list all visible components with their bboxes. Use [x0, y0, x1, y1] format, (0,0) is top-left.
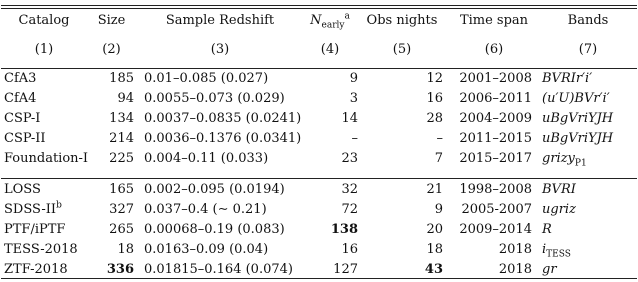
cell-catalog: CSP-I: [4, 111, 41, 126]
table-row: [0, 129, 638, 149]
cell-redshift: 0.002–0.095 (0.0194): [144, 182, 285, 197]
cell-time-span: 2001–2008: [459, 71, 532, 86]
catalog-footnote: b: [56, 200, 62, 211]
cell-obs-nights: 7: [434, 151, 443, 166]
cell-nearly: 23: [341, 151, 358, 166]
cell-redshift: 0.0163–0.09 (0.04): [144, 242, 269, 257]
cell-time-span: 2018: [498, 262, 532, 277]
cell-size: 94: [117, 91, 134, 106]
cell-obs-nights: 16: [426, 91, 443, 106]
table-row: [0, 149, 638, 169]
table-row: [0, 260, 638, 280]
colnum-4: (4): [320, 42, 340, 57]
bands-subscript: P1: [574, 158, 587, 169]
cell-bands: ugriz: [542, 202, 576, 217]
cell-time-span: 1998–2008: [459, 182, 532, 197]
cell-time-span: 2005-2007: [461, 202, 532, 217]
cell-bands: uBgVriYJH: [542, 111, 614, 126]
cell-bands: BVRI: [542, 182, 576, 197]
column-number-row: [0, 40, 638, 60]
cell-size: 165: [109, 182, 134, 197]
cell-catalog: ZTF-2018: [4, 262, 68, 277]
cell-nearly: 127: [333, 262, 358, 277]
cell-obs-nights: 20: [426, 222, 443, 237]
colnum-5: (5): [392, 42, 412, 57]
cell-bands: gr: [542, 262, 557, 277]
header-row: [0, 11, 638, 31]
table-row: [0, 240, 638, 260]
cell-nearly: 32: [341, 182, 358, 197]
header-size: Size: [97, 13, 126, 28]
cell-time-span: 2009–2014: [459, 222, 532, 237]
header-nearly-sub: early: [321, 20, 345, 31]
cell-redshift: 0.01–0.085 (0.027): [144, 71, 269, 86]
group-separator-rule: [1, 178, 637, 179]
header-catalog: Catalog: [18, 13, 70, 28]
table-row: [0, 109, 638, 129]
cell-size: 185: [109, 71, 134, 86]
cell-catalog: CSP-II: [4, 131, 46, 146]
cell-obs-nights: –: [436, 131, 443, 146]
cell-redshift: 0.004–0.11 (0.033): [144, 151, 269, 166]
cell-bands: BVRIr′i′: [542, 71, 593, 86]
cell-obs-nights: 21: [426, 182, 443, 197]
cell-catalog: PTF/iPTF: [4, 222, 66, 237]
header-time-span: Time span: [459, 13, 529, 28]
table-row: [0, 89, 638, 109]
top-rule-double: [1, 8, 637, 9]
header-redshift: Sample Redshift: [165, 13, 275, 28]
cell-catalog: CfA3: [4, 71, 37, 86]
colnum-3: (3): [210, 42, 230, 57]
cell-bands: $i_{TESS}$: [542, 242, 571, 260]
table-row: [0, 180, 638, 200]
header-nearly: [300, 11, 360, 31]
cell-time-span: 2006–2011: [459, 91, 532, 106]
header-nearly-symbol: N: [310, 13, 322, 28]
cell-time-span: 2004–2009: [459, 111, 532, 126]
cell-redshift: 0.037–0.4 (∼ 0.21): [144, 202, 267, 217]
bands-subscript: TESS: [546, 249, 571, 260]
cell-catalog: CfA4: [4, 91, 37, 106]
cell-obs-nights: 12: [426, 71, 443, 86]
top-rule: [1, 5, 637, 6]
cell-nearly: 72: [341, 202, 358, 217]
cell-obs-nights: 43: [424, 262, 443, 277]
cell-size: 336: [106, 262, 134, 277]
header-bands: Bands: [567, 13, 609, 28]
cell-bands: (u′U)BVr′i′: [542, 91, 610, 106]
cell-nearly: 14: [341, 111, 358, 126]
cell-bands: grizy$_{P1}$: [542, 151, 587, 169]
cell-size: 134: [109, 111, 134, 126]
cell-redshift: 0.0036–0.1376 (0.0341): [144, 131, 302, 146]
table-row: [0, 200, 638, 220]
cell-time-span: 2018: [498, 242, 532, 257]
cell-catalog: LOSS: [4, 182, 41, 197]
cell-nearly: 3: [349, 91, 358, 106]
header-nearly-note: a: [344, 11, 350, 22]
cell-size: 18: [117, 242, 134, 257]
cell-redshift: 0.0037–0.0835 (0.0241): [144, 111, 302, 126]
cell-size: 265: [109, 222, 134, 237]
colnum-1: (1): [34, 42, 54, 57]
cell-time-span: 2015–2017: [459, 151, 532, 166]
table-row: [0, 220, 638, 240]
cell-catalog: SDSS-$II^b$: [4, 200, 62, 217]
cell-redshift: 0.00068–0.19 (0.083): [144, 222, 285, 237]
bottom-rule: [1, 278, 637, 279]
header-obs-nights: Obs nights: [366, 13, 438, 28]
cell-redshift: 0.01815–0.164 (0.074): [144, 262, 293, 277]
cell-obs-nights: 18: [426, 242, 443, 257]
cell-size: 214: [109, 131, 134, 146]
colnum-2: (2): [102, 42, 121, 57]
colnum-7: (7): [578, 42, 598, 57]
table-row: [0, 69, 638, 89]
cell-size: 327: [109, 202, 134, 217]
cell-bands: R: [542, 222, 552, 237]
cell-obs-nights: 28: [426, 111, 443, 126]
cell-nearly: 16: [341, 242, 358, 257]
cell-time-span: 2011–2015: [459, 131, 532, 146]
cell-catalog: TESS-2018: [4, 242, 78, 257]
cell-nearly: –: [351, 131, 358, 146]
cell-catalog: Foundation-I: [4, 151, 89, 166]
cell-nearly: 138: [330, 222, 358, 237]
cell-nearly: 9: [349, 71, 358, 86]
colnum-6: (6): [484, 42, 504, 57]
cell-obs-nights: 9: [434, 202, 443, 217]
cell-size: 225: [109, 151, 134, 166]
cell-redshift: 0.0055–0.073 (0.029): [144, 91, 285, 106]
cell-bands: uBgVriYJH: [542, 131, 614, 146]
